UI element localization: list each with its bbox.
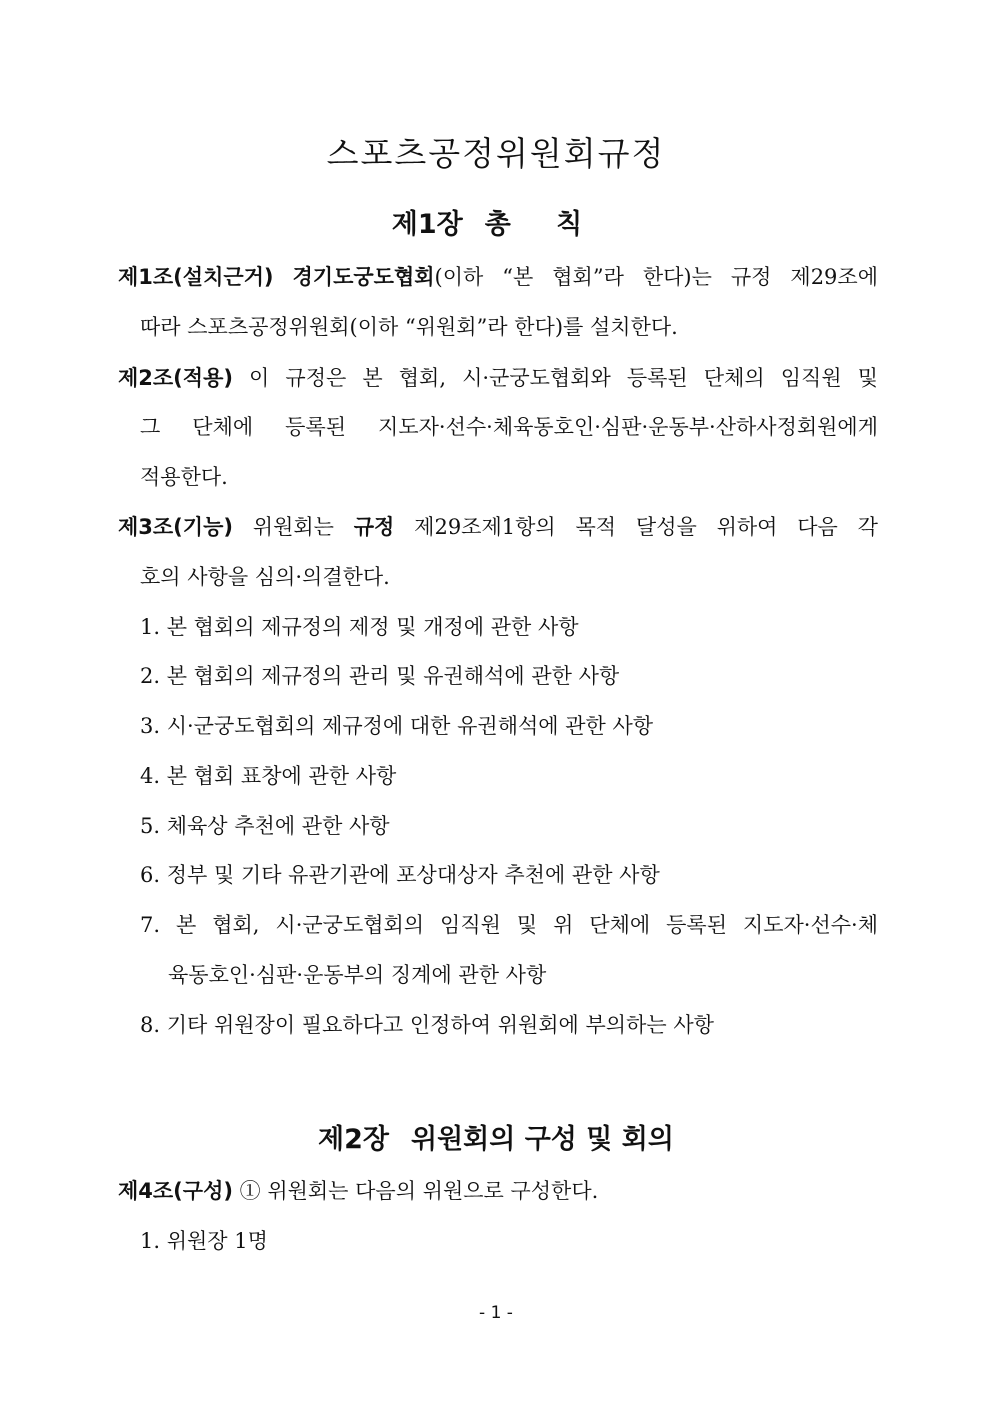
article-4-text: ① 위원회는 다음의 위원으로 구성한다. bbox=[239, 1179, 599, 1203]
article-3-item-4: 4. 본 협회 표창에 관한 사항 bbox=[140, 764, 397, 788]
article-2-label: 제2조(적용) bbox=[118, 366, 233, 390]
article-3-item-2: 2. 본 협회의 제규정의 관리 및 유권해석에 관한 사항 bbox=[140, 664, 620, 688]
article-3-text-pre: 위원회는 bbox=[252, 515, 334, 539]
chapter-2-heading bbox=[0, 1117, 992, 1156]
article-2-text-1: 이 규정은 본 협회, 시·군궁도협회와 등록된 단체의 임직원 및 bbox=[249, 366, 878, 390]
article-4-line-1 bbox=[118, 1176, 878, 1206]
document-title: 스포츠공정위원회규정 bbox=[326, 134, 666, 173]
article-3-line-1 bbox=[118, 512, 878, 542]
article-1-association: 경기도궁도협회 bbox=[292, 264, 435, 289]
article-4-item-1: 1. 위원장 1명 bbox=[140, 1229, 268, 1253]
page-number: - 1 - bbox=[479, 1303, 513, 1323]
article-1-text-1: (이하 “본 협회”라 한다)는 규정 제29조에 bbox=[434, 265, 878, 289]
chapter-1-title: 총 칙 bbox=[484, 209, 601, 240]
article-2-line-3: 적용한다. bbox=[140, 465, 228, 489]
article-3-item-8: 8. 기타 위원장이 필요하다고 인정하여 위원회에 부의하는 사항 bbox=[140, 1013, 714, 1037]
article-3-item-7-continued: 육동호인·심판·운동부의 징계에 관한 사항 bbox=[168, 963, 547, 987]
article-2-line-1 bbox=[118, 363, 878, 393]
article-1-line-2: 따라 스포츠공정위원회(이하 “위원회”라 한다)를 설치한다. bbox=[140, 315, 678, 339]
article-2-line-2: 그 단체에 등록된 지도자·선수·체육동호인·심판·운동부·산하사정회원에게 bbox=[140, 415, 878, 439]
article-1-label: 제1조(설치근거) bbox=[118, 265, 274, 289]
article-3-line-2: 호의 사항을 심의·의결한다. bbox=[140, 565, 390, 589]
chapter-2-number: 제2장 bbox=[318, 1124, 389, 1155]
article-3-item-6: 6. 정부 및 기타 유관기관에 포상대상자 추천에 관한 사항 bbox=[140, 863, 660, 887]
article-1-line-1 bbox=[118, 262, 878, 292]
chapter-2-title: 위원회의 구성 및 회의 bbox=[411, 1124, 674, 1155]
article-3-label: 제3조(기능) bbox=[118, 515, 233, 539]
article-3-item-3: 3. 시·군궁도협회의 제규정에 대한 유권해석에 관한 사항 bbox=[140, 714, 654, 738]
article-3-text-1: 제29조제1항의 목적 달성을 위하여 다음 각 bbox=[414, 515, 878, 539]
article-3-item-1: 1. 본 협회의 제규정의 제정 및 개정에 관한 사항 bbox=[140, 615, 579, 639]
chapter-1-number: 제1장 bbox=[391, 209, 463, 240]
chapter-1-heading bbox=[0, 202, 992, 241]
article-3-regulation: 규정 bbox=[353, 514, 395, 539]
article-4-label: 제4조(구성) bbox=[118, 1179, 233, 1203]
article-3-item-7: 7. 본 협회, 시·군궁도협회의 임직원 및 위 단체에 등록된 지도자·선수·체 bbox=[140, 913, 878, 937]
article-3-item-5: 5. 체육상 추천에 관한 사항 bbox=[140, 814, 390, 838]
